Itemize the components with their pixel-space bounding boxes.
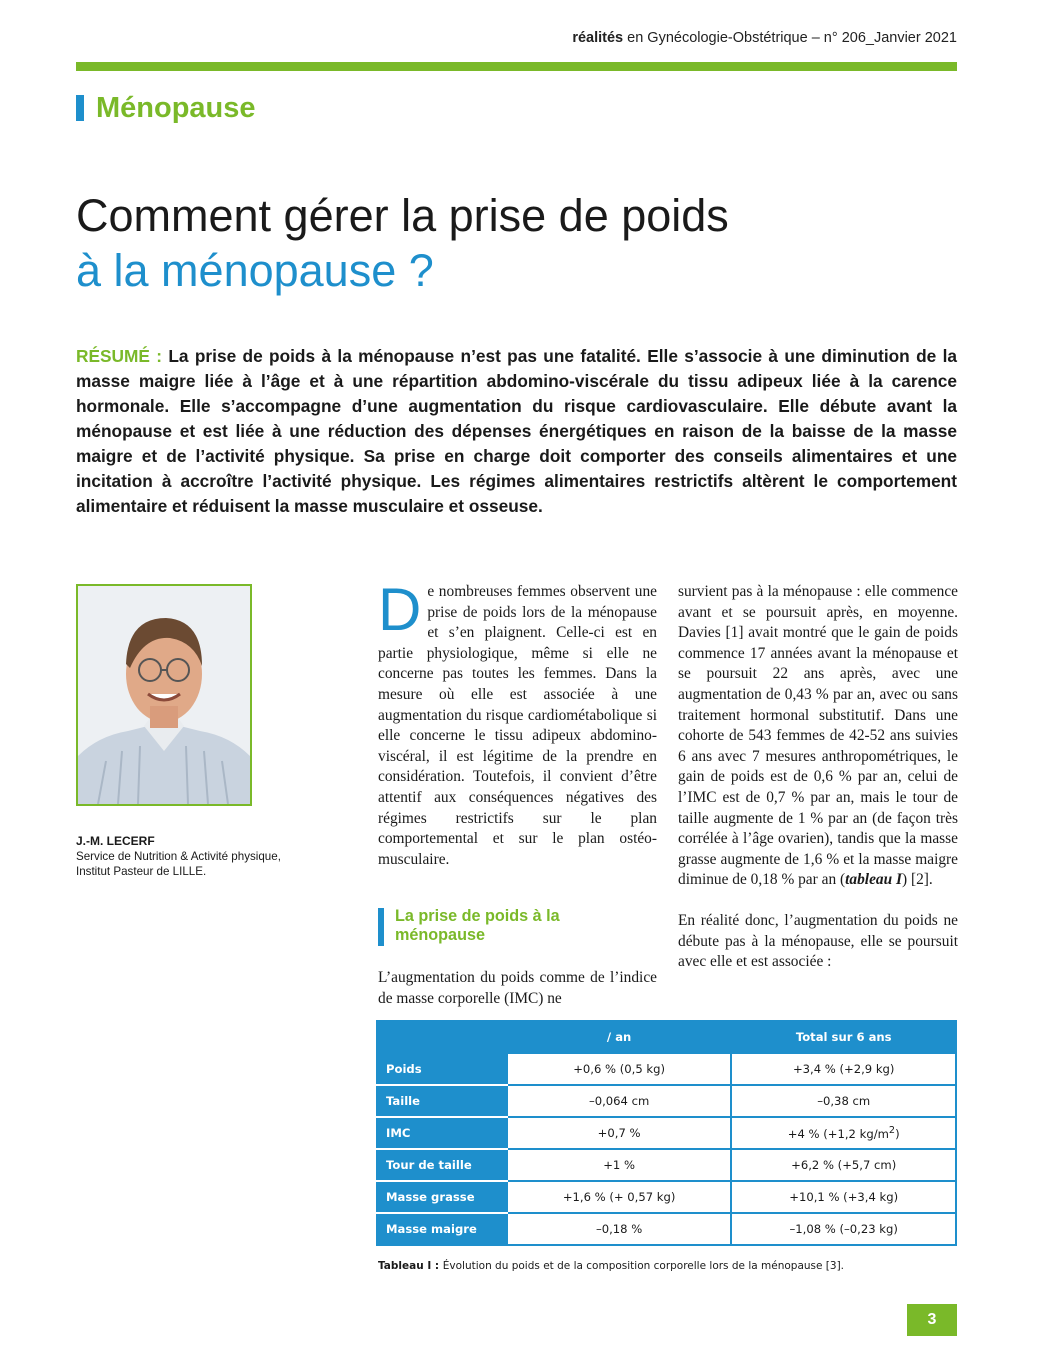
cell-total [731, 1117, 956, 1149]
table-header-per-year: / an [507, 1021, 732, 1053]
cell-total: –1,08 % (–0,23 kg) [731, 1213, 956, 1245]
author-portrait-image [78, 586, 250, 804]
author-photo [76, 584, 252, 806]
author-block [76, 834, 336, 879]
cell-per-year: –0,064 cm [507, 1085, 732, 1117]
page-number: 3 [907, 1304, 957, 1336]
abstract-text: La prise de poids à la ménopause n’est pas une fatalité. Elle s’associe à une diminution de la masse maigre liée à l’âge et à une répartition abdomino-viscérale du tissu adipeux liée à la carence hormonale. Elle s’accompagne d’une augmentation du risque cardiovasculaire. Elle débute avant la ménopause et est liée à une réduction des dépenses énergétiques en raison de la baisse de la masse maigre et de l’activité physique. Sa prise en charge doit comporter des conseils alimentaires et une incitation à accroître l’activité physique. Les régimes alimentaires restrictifs altèrent le comportement alimentaire et réduisent la masse musculaire et osseuse. [76, 346, 957, 516]
row-label: Tour de taille [377, 1149, 507, 1181]
cell-per-year: +0,6 % (0,5 kg) [507, 1053, 732, 1085]
table-row [377, 1053, 956, 1085]
cell-total: +3,4 % (+2,9 kg) [731, 1053, 956, 1085]
subheading-text: La prise de poids à la ménopause [395, 907, 560, 944]
table-header-total: Total sur 6 ans [731, 1021, 956, 1053]
table-caption [378, 1260, 844, 1272]
column2-paragraph-2: En réalité donc, l’augmentation du poids ne débute pas à la ménopause, elle se poursuit avec elle et est associée : [678, 911, 958, 971]
subheading [378, 907, 575, 946]
abstract [76, 344, 957, 519]
table-row [377, 1213, 956, 1245]
cell-per-year: +0,7 % [507, 1117, 732, 1149]
table-row [377, 1085, 956, 1117]
table-row [377, 1181, 956, 1213]
author-affiliation-2: Institut Pasteur de LILLE. [76, 865, 207, 878]
article-title-line1: Comment gérer la prise de poids [76, 190, 729, 241]
cell-total: +10,1 % (+3,4 kg) [731, 1181, 956, 1213]
caption-label: Tableau I : [378, 1260, 443, 1272]
column2-paragraph-1-end: ) [2]. [902, 871, 933, 889]
journal-issue: en Gynécologie-Obstétrique – n° 206_Janvier 2021 [623, 30, 957, 46]
cell-total-text: +4 % (+1,2 kg/m [787, 1126, 889, 1141]
article-title [76, 188, 956, 298]
table-header-empty [377, 1021, 507, 1053]
body-column-1 [378, 576, 657, 870]
table-reference: tableau I [845, 871, 902, 889]
author-name: J.-M. LECERF [76, 834, 155, 848]
cell-total-end: ) [895, 1126, 900, 1141]
drop-cap: D [378, 576, 422, 643]
section-label: Ménopause [96, 91, 256, 124]
abstract-label: RÉSUMÉ : [76, 346, 169, 366]
journal-header [76, 30, 957, 46]
column2-paragraph-1-text: survient pas à la ménopause : elle commence avant et se poursuit après, en moyenne. Davies [1] avait montré que le gain de poids commence 17 années avant la ménopause et se poursuit 22 ans après, avec une augmentation de 0,43 % par an, avec ou sans traitement hormonal substitutif. Dans une cohorte de 543 femmes de 42-52 ans suivies 6 ans avec 7 mesures anthropométriques, le gain de poids est de 0,6 % par an, celui de l’IMC est de 0,7 % par an, mais le tour de taille augmente de 1 % par an (de façon très corrélée à l’âge ovarien), tandis que la masse grasse augmente de 1,6 % et la masse maigre diminue de 0,18 % par an ( [678, 583, 958, 889]
author-affiliation-1: Service de Nutrition & Activité physique, [76, 850, 281, 863]
cell-per-year: –0,18 % [507, 1213, 732, 1245]
header-rule [76, 62, 957, 71]
section-marker [76, 95, 84, 121]
row-label: IMC [377, 1117, 507, 1149]
caption-text: Évolution du poids et de la composition corporelle lors de la ménopause [3]. [442, 1260, 845, 1272]
cell-per-year: +1 % [507, 1149, 732, 1181]
cell-total-sup: 2 [888, 1125, 896, 1137]
cell-total: –0,38 cm [731, 1085, 956, 1117]
row-label: Masse maigre [377, 1213, 507, 1245]
data-table [376, 1020, 957, 1246]
table-row [377, 1117, 956, 1149]
subheading-marker [378, 908, 384, 946]
row-label: Taille [377, 1085, 507, 1117]
column2-paragraph-1 [678, 582, 958, 891]
table-row [377, 1149, 956, 1181]
journal-brand: réalités [572, 30, 624, 46]
body-column-1-continued [378, 968, 657, 1009]
article-title-line2: à la ménopause ? [76, 245, 434, 296]
row-label: Masse grasse [377, 1181, 507, 1213]
section-heading [76, 90, 256, 126]
paragraph-2: L’augmentation du poids comme de l’indice de masse corporelle (IMC) ne [378, 969, 657, 1007]
intro-paragraph: e nombreuses femmes observent une prise de poids lors de la ménopause et s’en plaignent. Celle-ci est en partie physiologique, même si elle ne concerne pas toutes les femmes. Dans la mesure où elle est associée à une augmentation du risque cardiométabolique si elle concerne le tissu adipeux abdomino-viscéral, il est légitime de la prendre en considération. Toutefois, il convient d’être attentif aux conséquences négatives des régimes restrictifs sur le plan comportemental et sur le plan ostéo-musculaire. [378, 583, 657, 868]
cell-per-year: +1,6 % (+ 0,57 kg) [507, 1181, 732, 1213]
body-column-2 [678, 582, 958, 973]
cell-total: +6,2 % (+5,7 cm) [731, 1149, 956, 1181]
row-label: Poids [377, 1053, 507, 1085]
